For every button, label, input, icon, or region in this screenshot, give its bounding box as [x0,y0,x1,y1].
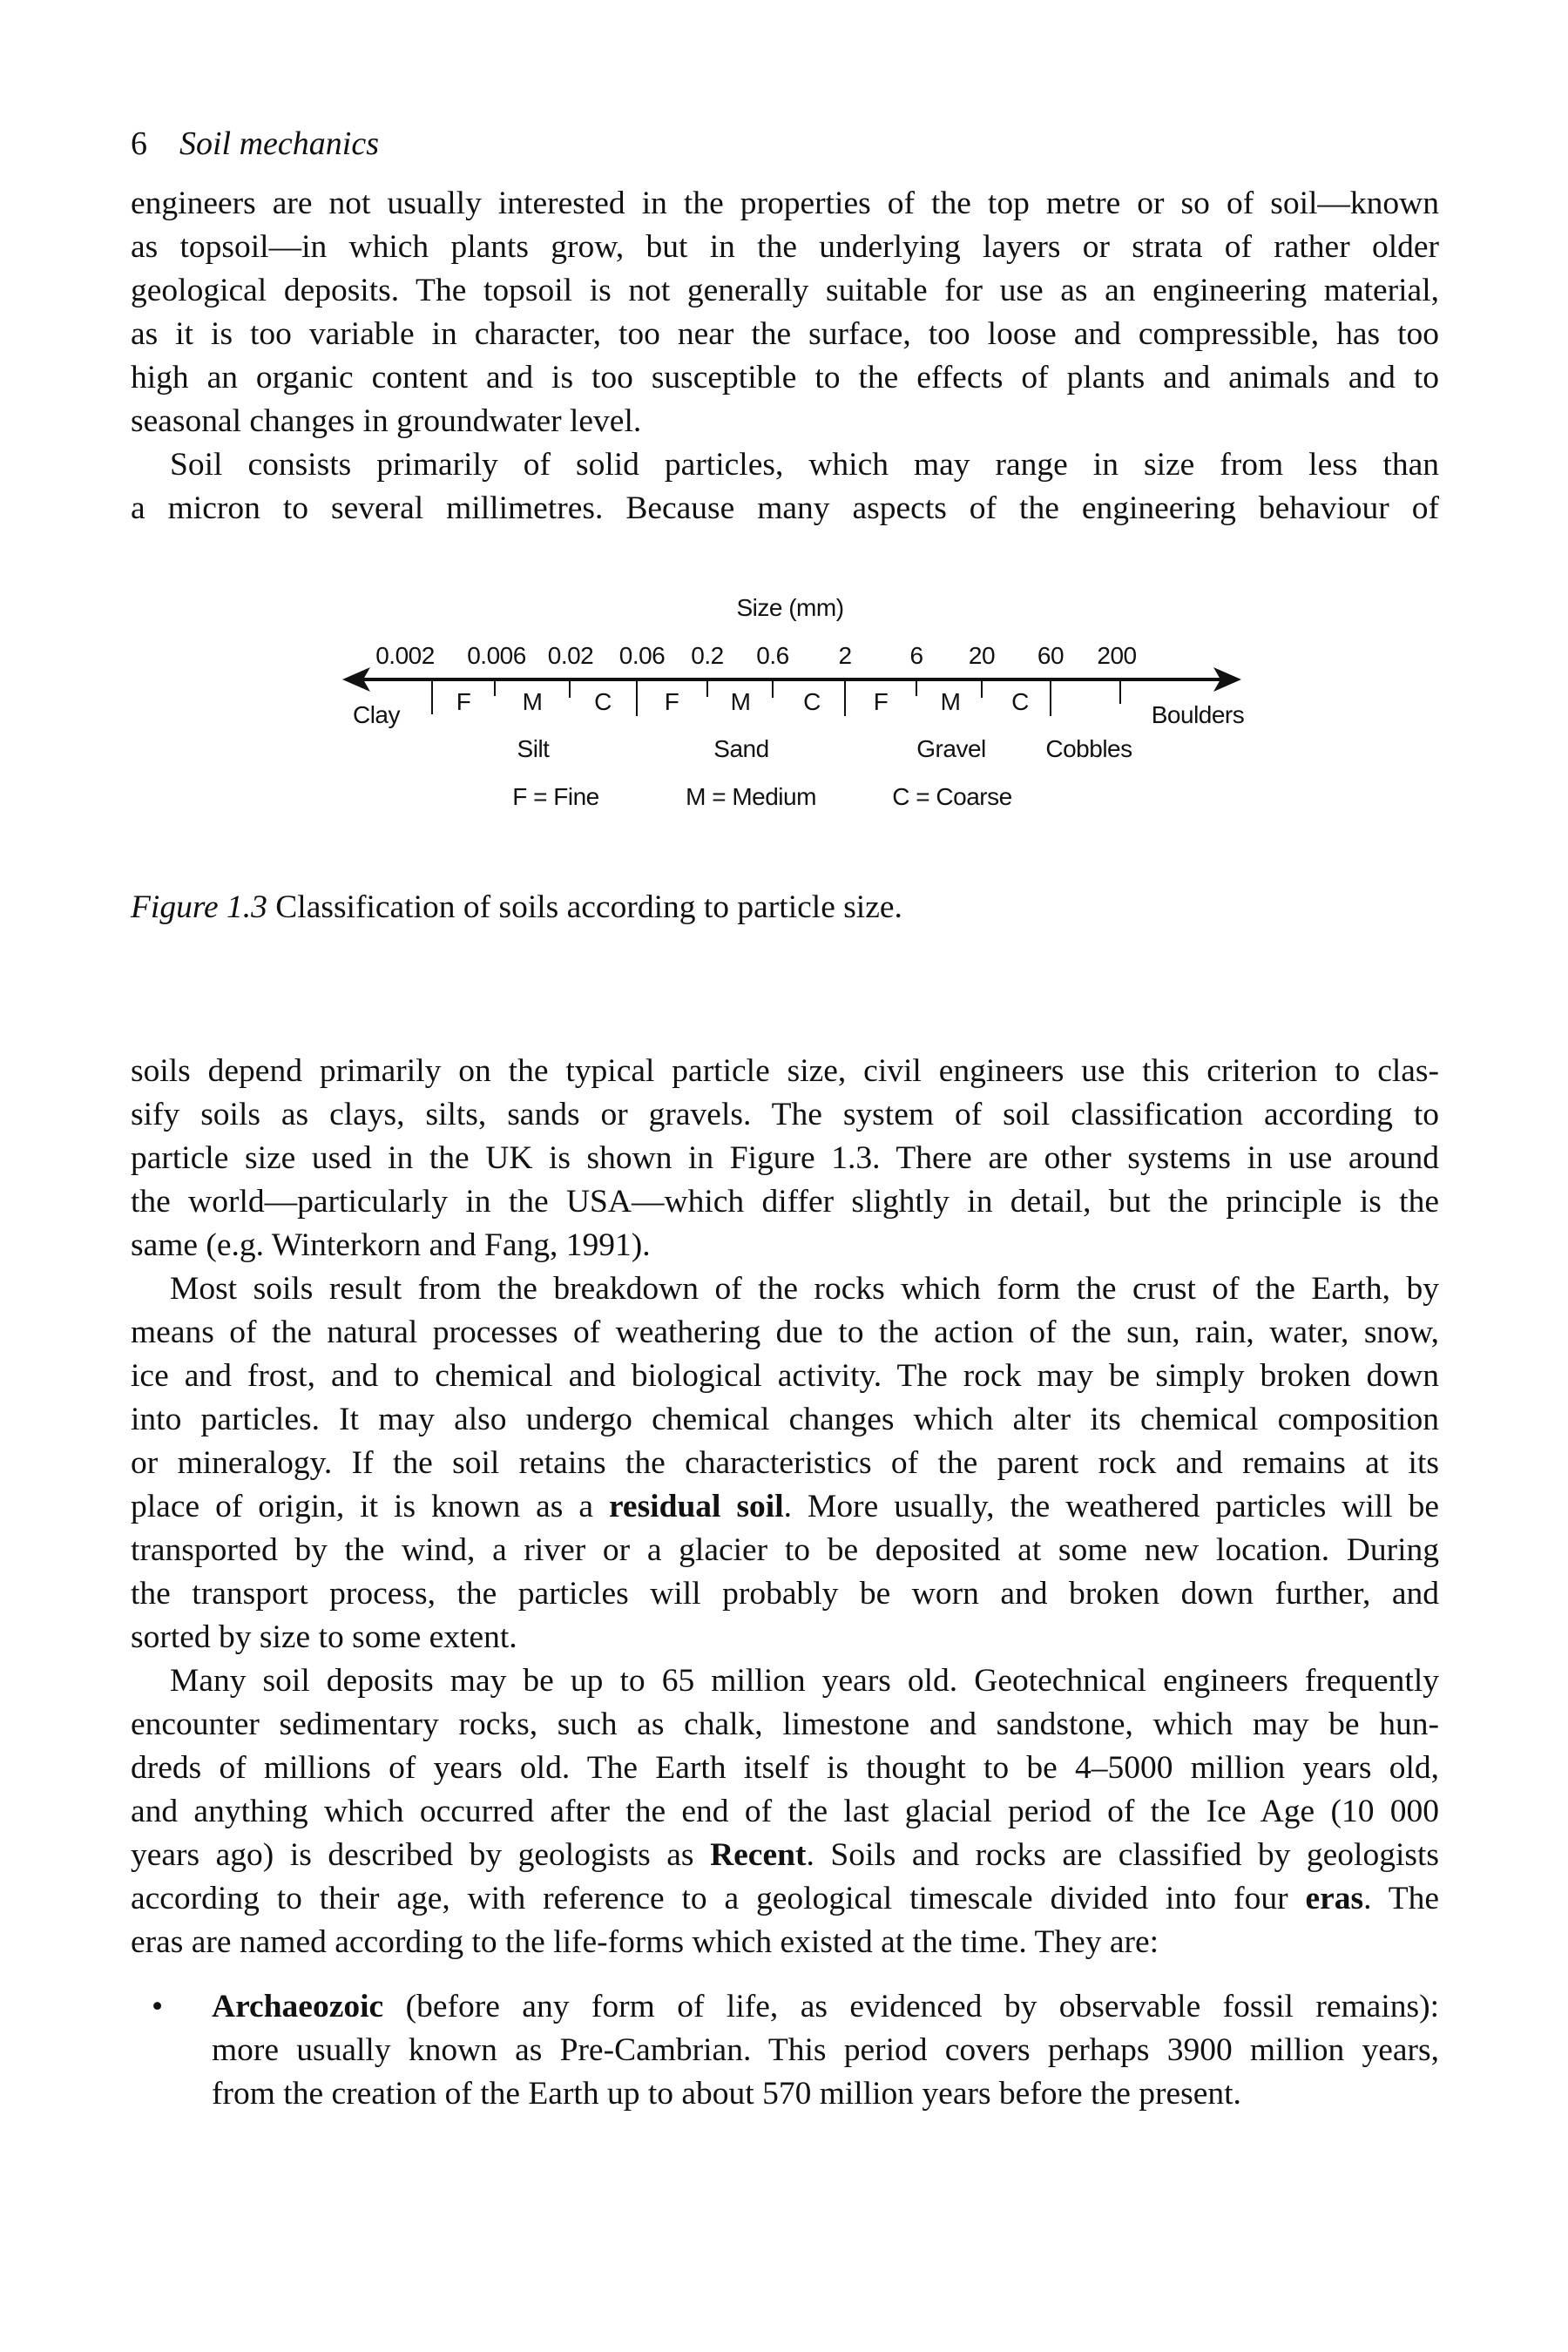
figure-caption [131,886,902,929]
text-line: Many soil deposits may be up to 65 million years old. Geotechnical engineers frequently [170,1663,1439,1699]
subdivision-label: C [594,688,612,715]
text-line [131,1877,1439,1921]
tick-label: 0.06 [618,642,666,669]
tick-label: 2 [838,642,852,669]
text-line [212,1985,1439,2029]
term-eras: eras [1305,1881,1364,1916]
text-line: transported by the wind, a river or a glacier to be deposited at some new location. During [131,1532,1439,1568]
text-line: encounter sedimentary rocks, such as chalk, limestone and sandstone, which may be hun- [131,1707,1439,1742]
tick-label: 6 [909,642,923,669]
sand-label: Sand [713,735,769,762]
text-line: eras are named according to the life-forms which existed at the time. They are: [131,1924,1159,1960]
text-segment: (before any form of life, as evidenced by observable fossil remains): [383,1989,1439,2024]
text-line: a micron to several millimetres. Because many aspects of the engineering behaviour of [131,490,1439,526]
text-segment: years ago) is described by geologists as [131,1837,711,1873]
text-line: the transport process, the particles will probably be worn and broken down further, and [131,1576,1439,1612]
axis-title: Size (mm) [736,594,844,621]
subdivision-label: C [1011,688,1029,715]
gravel-label: Gravel [916,735,986,762]
legend-fine: F = Fine [512,783,599,810]
text-line: sorted by size to some extent. [131,1619,517,1655]
tick-label: 60 [1037,642,1064,669]
subdivision-label: F [873,688,889,715]
text-segment: . Soils and rocks are classified by geologists [806,1837,1439,1873]
text-line: the world—particularly in the USA—which differ slightly in detail, but the principle is the [131,1184,1439,1220]
text-line [131,1834,1439,1877]
subdivision-label: M [522,688,543,715]
text-line: soils depend primarily on the typical particle size, civil engineers use this criterion to clas- [131,1053,1439,1089]
text-segment: . More usually, the weathered particles will be [783,1489,1440,1524]
text-line: same (e.g. Winterkorn and Fang, 1991). [131,1227,651,1263]
running-title: Soil mechanics [179,125,380,162]
tick-label: 0.02 [547,642,594,669]
boulders-label: Boulders [1151,701,1245,728]
text-line: more usually known as Pre-Cambrian. This period covers perhaps 3900 million years, [212,2032,1439,2068]
tick-label: 0.2 [691,642,724,669]
subdivision-label: C [803,688,821,715]
term-recent: Recent [710,1837,807,1873]
page-number: 6 [131,125,147,162]
text-line: as topsoil—in which plants grow, but in the underlying layers or strata of rather older [131,229,1439,265]
text-line: means of the natural processes of weathering due to the action of the sun, rain, water, snow, [131,1315,1439,1350]
figure-label: Figure 1.3 [131,889,267,925]
text-line: from the creation of the Earth up to about 570 million years before the present. [212,2076,1241,2112]
cobbles-label: Cobbles [1045,735,1132,762]
body-text-bottom [131,1050,1439,1964]
subdivision-label: F [664,688,679,715]
text-line: Soil consists primarily of solid particles, which may range in size from less than [170,447,1439,483]
text-line: as it is too variable in character, too near the surface, too loose and compressible, has too [131,316,1439,352]
tick-label: 200 [1097,642,1137,669]
text-line [131,1485,1439,1529]
text-line: sify soils as clays, silts, sands or gravels. The system of soil classification according to [131,1097,1439,1132]
text-line: geological deposits. The topsoil is not generally suitable for use as an engineering material, [131,273,1439,308]
legend-medium: M = Medium [686,783,816,810]
subdivision-label: F [456,688,471,715]
particle-size-figure [0,0,1568,871]
text-line: Most soils result from the breakdown of the rocks which form the crust of the Earth, by [170,1271,1439,1307]
tick-label: 0.006 [467,642,526,669]
text-line: ice and frost, and to chemical and biological activity. The rock may be simply broken down [131,1358,1439,1394]
size-axis-diagram [0,0,1568,871]
text-segment: . The [1363,1881,1439,1916]
text-line: and anything which occurred after the end of the last glacial period of the Ice Age (10 000 [131,1794,1439,1829]
text-line: engineers are not usually interested in the properties of the top metre or so of soil—known [131,186,1439,221]
legend-coarse: C = Coarse [892,783,1012,810]
term-residual-soil: residual soil [608,1489,784,1524]
tick-label: 20 [968,642,996,669]
text-line: dreds of millions of years old. The Earth itself is thought to be 4–5000 million years old, [131,1750,1439,1786]
term-archaeozoic: Archaeozoic [212,1989,384,2024]
clay-label: Clay [352,701,401,728]
tick-label: 0.6 [756,642,789,669]
text-line: or mineralogy. If the soil retains the characteristics of the parent rock and remains at its [131,1445,1439,1481]
text-line: particle size used in the UK is shown in Figure 1.3. There are other systems in use around [131,1140,1439,1176]
caption-text: Classification of soils according to particle size. [267,889,902,925]
text-line: seasonal changes in groundwater level. [131,403,642,439]
text-segment: according to their age, with reference to a geological timescale divided into four [131,1881,1306,1916]
bullet-icon: • [152,1989,164,2024]
text-line: high an organic content and is too susceptible to the effects of plants and animals and to [131,360,1439,395]
subdivision-label: M [730,688,751,715]
bullet-text [212,1985,1439,2116]
tick-label: 0.002 [375,642,435,669]
subdivision-label: M [940,688,961,715]
silt-label: Silt [517,735,550,762]
text-line: into particles. It may also undergo chemical changes which alter its chemical composition [131,1402,1439,1437]
bullet-item-archaeozoic [131,1985,1439,2116]
text-segment: place of origin, it is known as a [131,1489,609,1524]
